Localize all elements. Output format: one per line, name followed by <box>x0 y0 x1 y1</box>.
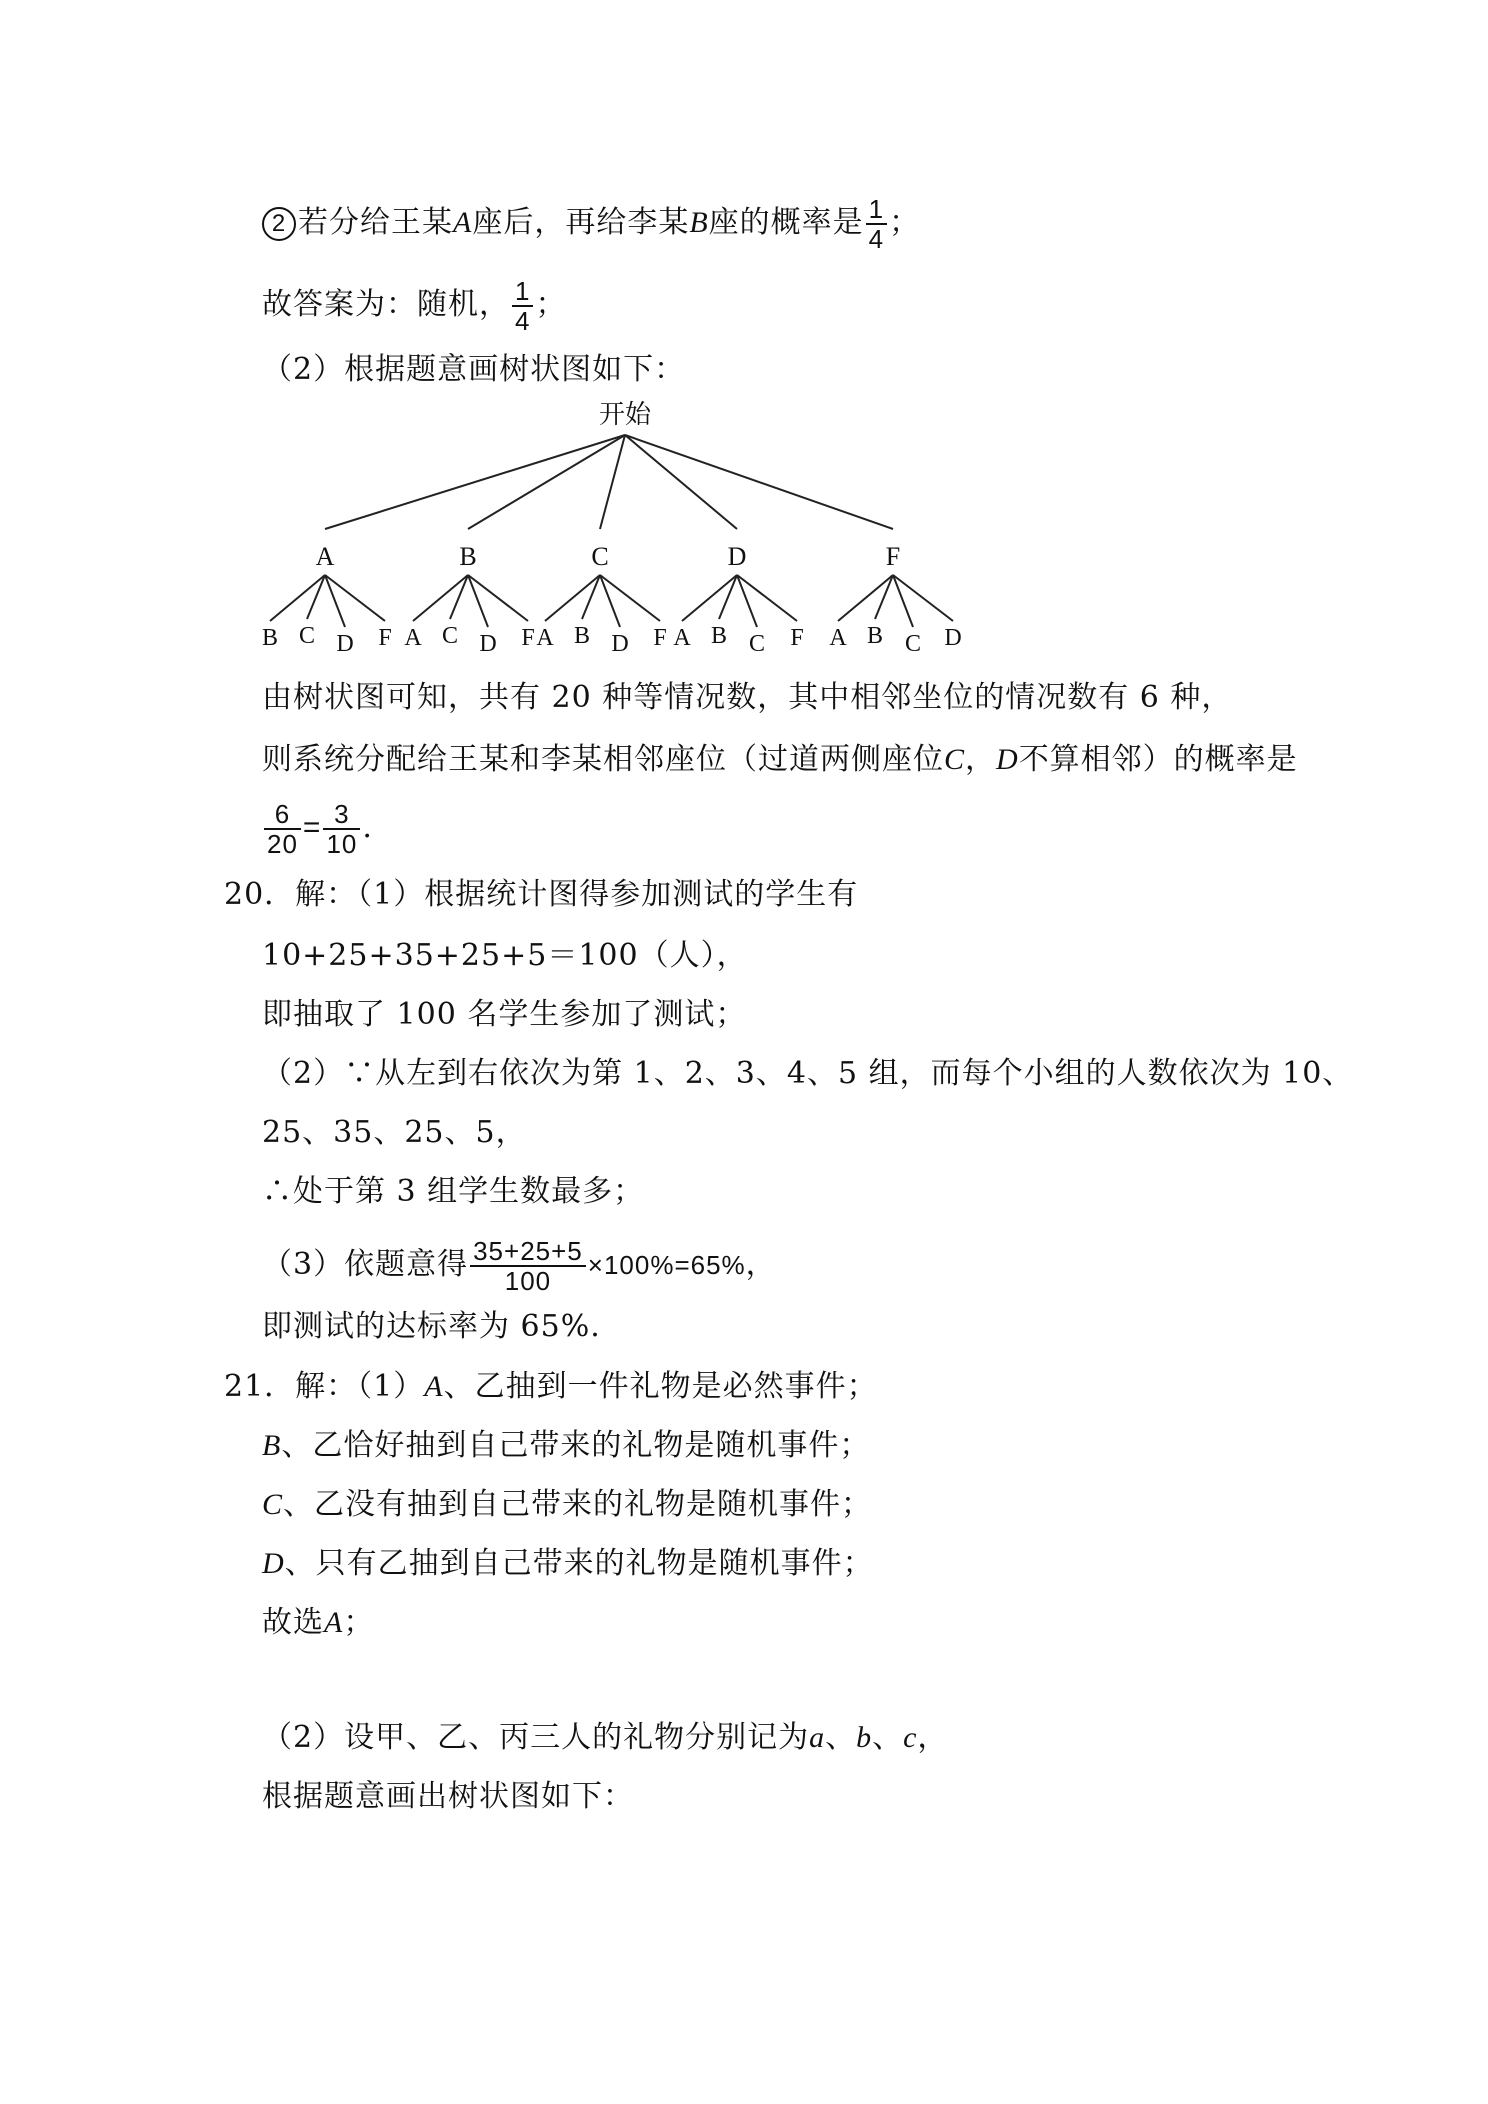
q21-tree-intro: 根据题意画出树状图如下： <box>262 1779 634 1814</box>
tree-edge <box>413 575 468 621</box>
text: ， <box>745 1247 777 1282</box>
q20-part2-conclusion: ∴处于第 3 组学生数最多； <box>262 1174 645 1209</box>
text: 、乙恰好抽到自己带来的礼物是随机事件； <box>281 1428 871 1463</box>
tree-leaf-label: D <box>944 625 962 651</box>
tree-leaf-label: B <box>710 623 728 649</box>
variable: b <box>856 1721 873 1754</box>
q20-sum: 10+25+35+25+5＝100（人）， <box>262 938 748 973</box>
text: 、乙没有抽到自己带来的礼物是随机事件； <box>283 1487 873 1522</box>
q21-choice <box>262 1605 374 1641</box>
text: ； <box>889 205 921 240</box>
tree-branch-label: B <box>459 542 477 571</box>
variable: c <box>903 1721 918 1754</box>
fraction <box>323 800 360 858</box>
q21-part2 <box>262 1720 948 1756</box>
text: 、 <box>872 1720 904 1755</box>
q21-option-b <box>262 1428 870 1464</box>
q21-option-c <box>262 1487 872 1523</box>
tree-edge <box>468 435 625 529</box>
line-answer <box>262 277 566 335</box>
text: . <box>362 810 373 845</box>
text: 座的概率是 <box>708 205 864 240</box>
tree-leaf-label: D <box>611 631 629 655</box>
tree-edge <box>682 575 737 621</box>
text: （3）依题意得 <box>262 1247 469 1282</box>
tree-leaf-label: A <box>536 625 554 651</box>
fraction <box>866 195 887 253</box>
text: 座后，再给李某 <box>472 205 690 240</box>
tree-edge <box>545 575 600 621</box>
line-tree-conclusion: 由树状图可知，共有 20 种等情况数，其中相邻坐位的情况数有 6 种， <box>262 680 1233 715</box>
numerator: 1 <box>512 277 533 307</box>
line-probability-statement <box>262 742 1298 778</box>
tree-edge <box>325 435 625 529</box>
tree-leaf-label: D <box>479 631 497 655</box>
tree-edge <box>600 435 625 529</box>
formula: ×100%=65% <box>587 1250 746 1280</box>
q20-conclusion-1: 即抽取了 100 名学生参加了测试； <box>262 997 747 1032</box>
line-probability-result <box>262 800 373 858</box>
variable: D <box>262 1547 285 1580</box>
tree-branch-label: D <box>727 542 747 571</box>
denominator: 20 <box>267 829 298 859</box>
variable: a <box>809 1721 826 1754</box>
fraction <box>470 1237 586 1295</box>
variable: B <box>262 1429 282 1462</box>
numerator: 1 <box>866 195 887 225</box>
tree-leaf-label: B <box>866 623 884 649</box>
text: 21．解：（1） <box>224 1369 425 1404</box>
q21-option-d <box>262 1546 874 1582</box>
tree-edge <box>270 575 325 621</box>
fraction <box>264 800 301 858</box>
text: ； <box>535 287 567 322</box>
text: 则系统分配给王某和李某相邻座位（过道两侧座位 <box>262 742 944 777</box>
circled-number: 2 <box>262 207 296 241</box>
tree-leaf-label: C <box>441 623 459 649</box>
text: 、只有乙抽到自己带来的礼物是随机事件； <box>284 1546 874 1581</box>
numerator: 3 <box>323 800 360 830</box>
tree-leaf-label: B <box>261 625 279 651</box>
tree-leaf-label: C <box>298 623 316 649</box>
variable: C <box>944 743 966 776</box>
tree-leaf-label: C <box>748 631 766 655</box>
tree-root-label: 开始 <box>598 400 652 429</box>
text: ， <box>965 742 997 777</box>
text: 不算相邻）的概率是 <box>1018 742 1298 777</box>
q20-part3 <box>262 1237 777 1295</box>
tree-leaf-label: B <box>573 623 591 649</box>
q20-heading: 20．解：（1）根据统计图得参加测试的学生有 <box>224 877 859 912</box>
variable: A <box>453 206 473 239</box>
denominator: 4 <box>515 306 531 336</box>
tree-edge <box>838 575 893 621</box>
numerator: 6 <box>264 800 301 830</box>
numerator: 35+25+5 <box>470 1237 586 1267</box>
variable: C <box>262 1488 284 1521</box>
tree-edge <box>625 435 893 529</box>
q20-part2-cont: 25、35、25、5， <box>262 1115 527 1150</box>
text: ； <box>343 1605 375 1640</box>
denominator: 100 <box>504 1266 552 1296</box>
text: （2）设甲、乙、丙三人的礼物分别记为 <box>262 1720 810 1755</box>
tree-lines <box>270 435 953 627</box>
denominator: 4 <box>868 224 885 254</box>
tree-branch-label: A <box>315 542 335 571</box>
variable: D <box>996 743 1019 776</box>
tree-leaf-label: F <box>653 625 667 651</box>
text: 、乙抽到一件礼物是必然事件； <box>443 1369 878 1404</box>
tree-leaf-label: A <box>673 625 691 651</box>
tree-leaf-label: F <box>521 625 535 651</box>
tree-leaf-label: F <box>790 625 804 651</box>
q20-part3-conclusion: 即测试的达标率为 65%. <box>262 1309 601 1344</box>
tree-leaf-label: F <box>378 625 392 651</box>
text: 故答案为：随机， <box>262 287 510 322</box>
tree-leaf-label: A <box>404 625 422 651</box>
q20-part2: （2）∵从左到右依次为第 1、2、3、4、5 组，而每个小组的人数依次为 10、 <box>262 1056 1354 1091</box>
denominator: 10 <box>326 829 358 859</box>
tree-leaf-label: A <box>829 625 847 651</box>
text: ， <box>917 1720 949 1755</box>
line-tree-intro: （2）根据题意画树状图如下： <box>262 352 686 387</box>
line-probability-b-seat <box>262 195 920 253</box>
text: 若分给王某 <box>298 205 453 240</box>
variable: B <box>689 206 709 239</box>
tree-branch-label: C <box>591 542 609 571</box>
equals-sign: = <box>302 811 322 844</box>
tree-edge <box>625 435 737 529</box>
tree-branch-label: F <box>885 542 901 571</box>
fraction <box>512 277 533 335</box>
tree-diagram <box>255 395 995 655</box>
tree-leaf-label: D <box>336 631 354 655</box>
text: 故选 <box>262 1605 324 1640</box>
q21-heading <box>224 1369 878 1405</box>
text: 、 <box>825 1720 857 1755</box>
tree-leaf-label: C <box>904 631 922 655</box>
variable: A <box>324 1606 344 1639</box>
variable: A <box>424 1370 444 1403</box>
